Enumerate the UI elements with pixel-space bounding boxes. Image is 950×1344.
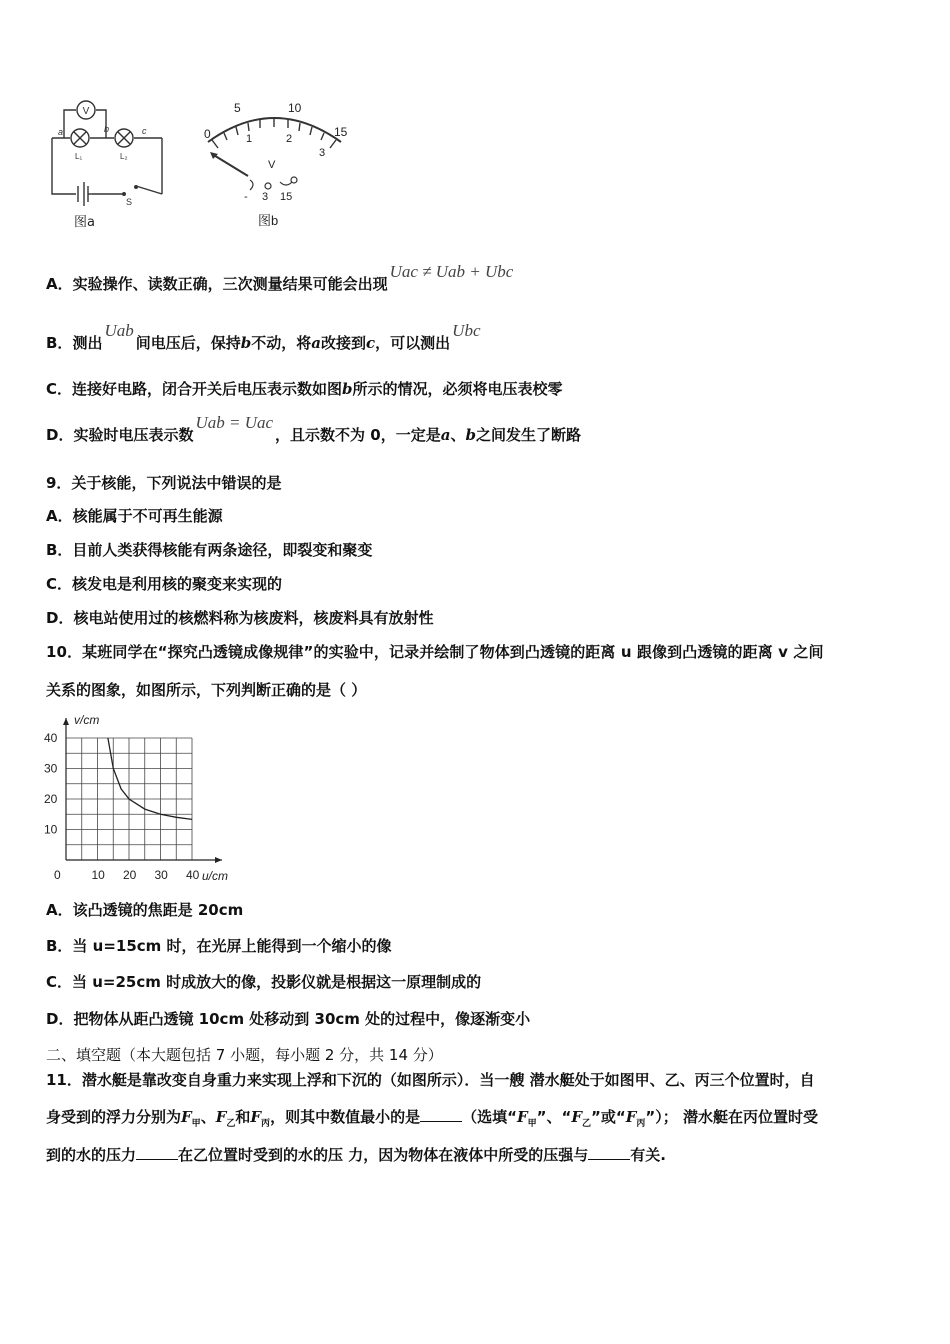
series-line — [108, 738, 192, 819]
svg-text:a: a — [58, 127, 64, 137]
x-axis-arrow — [215, 857, 222, 863]
q10-stem-line1: 10．某班同学在“探究凸透镜成像规律”的实验中，记录并绘制了物体到凸透镜的距离 u 跟像到凸透镜的距离 v 之间 — [46, 643, 824, 661]
needle-icon — [210, 152, 248, 176]
svg-text:L₂: L₂ — [120, 152, 128, 161]
section2-heading: 二、填空题（本大题包括 7 小题，每小题 2 分，共 14 分） — [46, 1046, 443, 1064]
svg-text:3: 3 — [262, 191, 269, 203]
q9-option-a: A．核能属于不可再生能源 — [46, 507, 223, 525]
y-axis-arrow — [63, 718, 69, 725]
dial-ticks — [212, 119, 336, 148]
q9-stem: 9．关于核能，下列说法中错误的是 — [46, 474, 282, 492]
svg-text:15: 15 — [280, 191, 293, 203]
y-tick-label: 40 — [44, 731, 58, 745]
q11-blank-3[interactable] — [588, 1145, 630, 1160]
figure-a-caption: 图a — [74, 215, 95, 230]
y-tick-label: 30 — [44, 761, 58, 776]
x-tick-label: 0 — [54, 868, 61, 882]
q11-line2: 身受到的浮力分别为$F_甲$、$F_乙$和$F_丙$，则其中数值最小的是 （选填“$F_甲$”、“$F_乙$”或“$F_丙$”）； 潜水艇在丙位置时受 — [46, 1108, 818, 1129]
q8-option-c: C．连接好电路，闭合开关后电压表示数如图b所示的情况，必须将电压表校零 — [46, 380, 563, 398]
svg-text:-: - — [244, 191, 248, 203]
terminal-icons — [250, 177, 297, 190]
y-axis-label: v/cm — [74, 713, 100, 727]
bottom-scale-label: 2 — [286, 133, 293, 145]
bottom-scale-label: 3 — [319, 147, 326, 159]
x-tick-label: 30 — [154, 868, 168, 882]
top-scale-label: 5 — [234, 101, 241, 115]
svg-text:V: V — [82, 106, 90, 117]
q8-option-b: B．测出Uab间电压后，保持b不动，将a改接到c，可以测出Ubc — [46, 321, 481, 352]
y-tick-label: 20 — [44, 792, 58, 806]
q10-option-d: D．把物体从距凸透镜 10cm 处移动到 30cm 处的过程中，像逐渐变小 — [46, 1010, 531, 1028]
bottom-scale-label: 1 — [246, 133, 253, 145]
svg-text:b: b — [104, 124, 110, 134]
q10-stem-line2: 关系的图象，如图所示，下列判断正确的是（ ） — [46, 681, 367, 699]
q11-line1: 11．潜水艇是靠改变自身重力来实现上浮和下沉的（如图所示）．当一艘 潜水艇处于如图甲、乙、丙三个位置时，自 — [46, 1071, 815, 1089]
x-tick-label: 10 — [91, 868, 105, 882]
top-scale-label: 0 — [204, 127, 211, 141]
svg-text:L₁: L₁ — [75, 152, 83, 161]
x-axis-label: u/cm — [202, 869, 229, 883]
figure-b-voltmeter — [196, 96, 356, 234]
q11-line3: 到的水的压力 在乙位置时受到的水的压 力，因为物体在液体中所受的压强与 有关. — [46, 1146, 666, 1164]
q11-blank-1[interactable] — [420, 1107, 462, 1122]
x-tick-label: 20 — [123, 868, 137, 882]
svg-text:S: S — [126, 197, 133, 207]
svg-text:c: c — [142, 126, 147, 136]
q9-option-d: D．核电站使用过的核燃料称为核废料，核废料具有放射性 — [46, 609, 434, 627]
q10-option-c: C．当 u=25cm 时成放大的像，投影仪就是根据这一原理制成的 — [46, 973, 482, 991]
lamp-l1-icon — [71, 129, 89, 147]
q9-option-c: C．核发电是利用核的聚变来实现的 — [46, 575, 283, 593]
x-tick-label: 40 — [186, 868, 200, 882]
q11-blank-2[interactable] — [136, 1145, 178, 1160]
voltmeter-icon — [77, 101, 95, 119]
q8-option-d: D．实验时电压表示数Uab = Uac，且示数不为 0，一定是a、b之间发生了断路 — [46, 413, 581, 444]
lamp-l2-icon — [115, 129, 133, 147]
q10-option-a: A．该凸透镜的焦距是 20cm — [46, 901, 244, 919]
q8-option-a: A．实验操作、读数正确，三次测量结果可能会出现Uac ≠ Uab + Ubc — [46, 262, 514, 293]
y-tick-label: 10 — [44, 822, 58, 837]
figure-a-circuit — [44, 98, 174, 233]
uv-chart — [40, 710, 240, 888]
q9-option-b: B．目前人类获得核能有两条途径，即裂变和聚变 — [46, 541, 373, 559]
q10-option-b: B．当 u=15cm 时，在光屏上能得到一个缩小的像 — [46, 937, 392, 955]
figure-b-caption: 图b — [258, 213, 279, 228]
top-scale-label: 10 — [288, 101, 302, 115]
top-scale-label: 15 — [334, 125, 348, 139]
svg-text:V: V — [268, 159, 276, 171]
